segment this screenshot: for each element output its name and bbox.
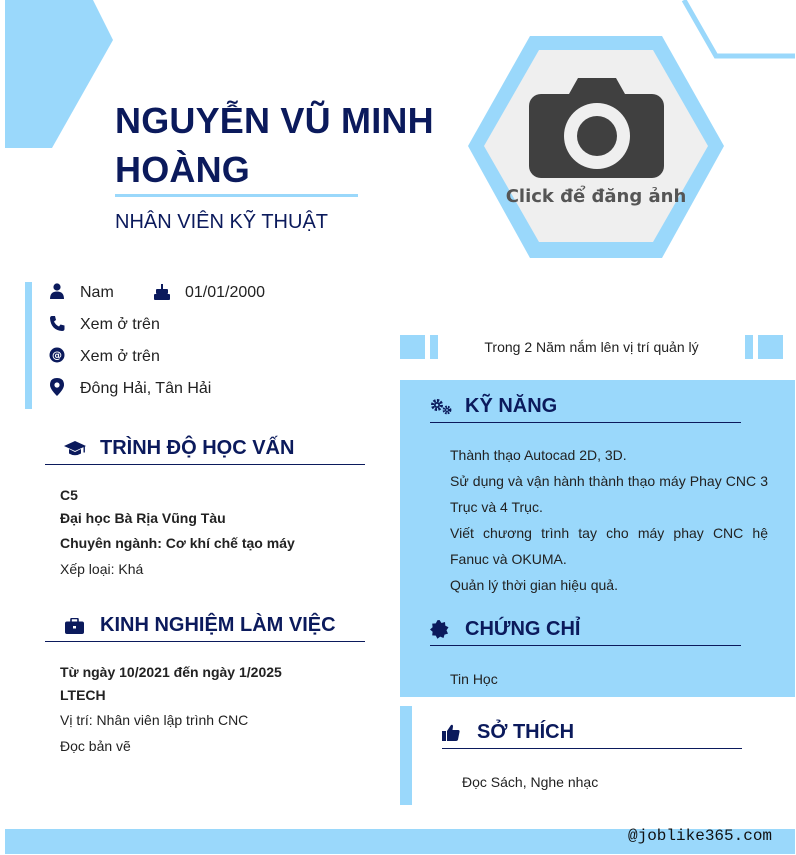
education-grade: Xếp loại: Khá — [60, 561, 144, 577]
education-divider — [45, 464, 365, 465]
objective-deco-right — [758, 335, 783, 359]
experience-company: LTECH — [60, 687, 106, 703]
hobbies-divider — [442, 748, 742, 749]
skill-item: Viết chương trình tay cho máy phay CNC hệ Fanuc và OKUMA. — [450, 525, 768, 567]
thumbs-up-icon — [441, 723, 461, 741]
phone: Xem ở trên — [80, 316, 160, 333]
objective-deco-right-bar — [745, 335, 753, 359]
photo-upload[interactable] — [466, 34, 726, 260]
skill-item: Sử dụng và vận hành thành thạo máy Phay CNC 3 Trục và 4 Trục. — [450, 473, 768, 515]
career-objective: Trong 2 Năm nắm lên vị trí quản lý — [484, 339, 699, 355]
graduation-cap-icon — [63, 440, 87, 458]
gears-icon — [429, 397, 453, 415]
birthday: 01/01/2000 — [185, 284, 266, 301]
experience-title: KINH NGHIỆM LÀM VIỆC — [100, 614, 336, 636]
contact-bar — [25, 282, 32, 409]
skill-item: Quản lý thời gian hiệu quả. — [450, 577, 618, 593]
certificates-title: CHỨNG CHỈ — [465, 618, 581, 640]
top-left-decoration — [0, 0, 120, 150]
job-title: NHÂN VIÊN KỸ THUẬT — [115, 211, 328, 233]
gender: Nam — [80, 284, 114, 301]
skills-divider — [430, 422, 741, 423]
photo-label: Click để đăng ảnh — [505, 186, 687, 207]
name-underline — [115, 194, 358, 197]
experience-position: Vị trí: Nhân viên lập trình CNC — [60, 712, 249, 728]
hobbies-text: Đọc Sách, Nghe nhạc — [462, 774, 599, 790]
education-level: C5 — [60, 487, 78, 503]
phone-icon — [48, 314, 66, 332]
education-title: TRÌNH ĐỘ HỌC VẤN — [100, 437, 295, 459]
cake-icon — [153, 282, 171, 300]
candidate-name: NGUYỄN VŨ MINH HOÀNG — [115, 100, 434, 190]
objective-deco-left — [400, 335, 425, 359]
certificate-icon — [429, 620, 449, 638]
email: Xem ở trên — [80, 348, 160, 365]
education-major: Chuyên ngành: Cơ khí chế tạo máy — [60, 535, 295, 551]
education-school: Đại học Bà Rịa Vũng Tàu — [60, 510, 226, 526]
certificates-divider — [430, 645, 741, 646]
hobbies-bar — [400, 706, 412, 805]
address: Đông Hải, Tân Hải — [80, 380, 212, 397]
skills-list — [450, 442, 768, 598]
skill-item: Thành thạo Autocad 2D, 3D. — [450, 447, 627, 463]
objective-deco-left-bar — [430, 335, 438, 359]
experience-divider — [45, 641, 365, 642]
hobbies-title: SỞ THÍCH — [477, 721, 575, 743]
briefcase-icon — [63, 617, 85, 635]
experience-period: Từ ngày 10/2021 đến ngày 1/2025 — [60, 664, 282, 680]
svg-text:@: @ — [52, 350, 62, 362]
at-icon — [48, 346, 66, 364]
certificate-item: Tin Học — [450, 671, 498, 687]
location-icon — [48, 378, 66, 396]
footer-watermark: @joblike365.com — [628, 827, 773, 845]
experience-description: Đọc bản vẽ — [60, 738, 131, 754]
skills-title: KỸ NĂNG — [465, 395, 558, 417]
user-icon — [48, 282, 66, 300]
